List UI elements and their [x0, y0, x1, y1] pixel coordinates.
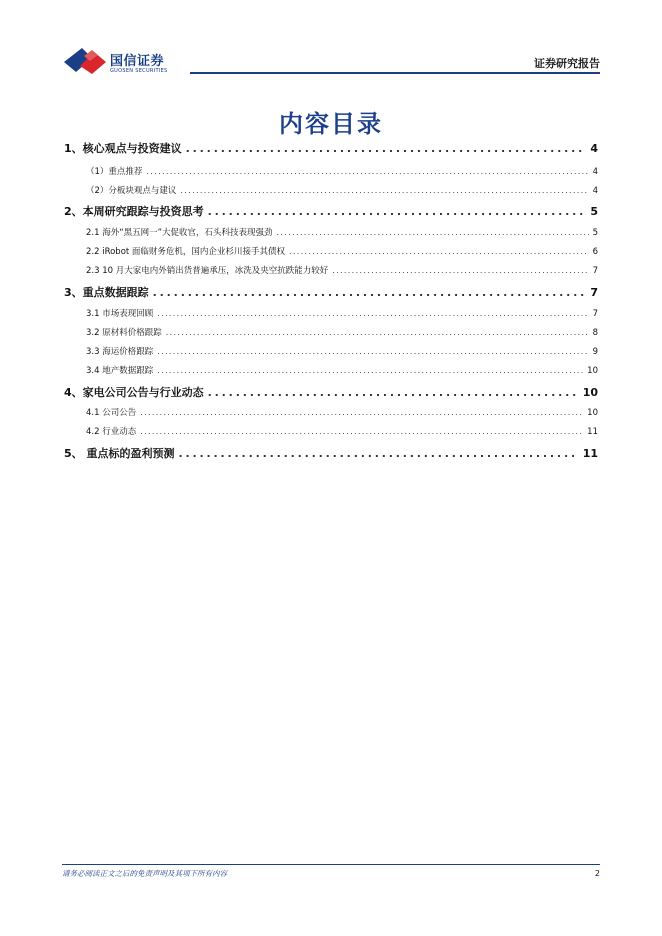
- toc-entry-label: 3.2 原材料价格跟踪: [86, 328, 162, 338]
- toc-entry-page: 8: [592, 328, 598, 338]
- toc-section-entry[interactable]: [64, 203, 598, 219]
- toc-entry-label: 5、 重点标的盈利预测: [64, 447, 175, 460]
- toc-subsection-entry[interactable]: [64, 425, 598, 437]
- toc-title: 内容目录: [279, 110, 383, 138]
- toc-entry-page: 5: [590, 205, 598, 218]
- toc-entry-page: 4: [592, 167, 598, 177]
- toc-entry-label: （1）重点推荐: [86, 167, 143, 177]
- toc-entry-label: 3、重点数据跟踪: [64, 286, 149, 299]
- footer-disclaimer: 请务必阅读正文之后的免责声明及其项下所有内容: [62, 869, 227, 878]
- toc-entry-page: 5: [592, 228, 598, 238]
- toc-entry-label: 2.2 iRobot 面临财务危机，国内企业杉川接手其债权: [86, 247, 285, 257]
- toc-entry-page: 7: [592, 309, 598, 319]
- toc-subsection-entry[interactable]: [64, 364, 598, 376]
- toc-entry-page: 4: [590, 142, 598, 155]
- guosen-logo-mark-icon: [62, 44, 108, 76]
- toc-section-entry[interactable]: [64, 284, 598, 300]
- brand-name-cn: 国信证券: [110, 54, 165, 69]
- toc-section-entry[interactable]: [64, 445, 598, 461]
- toc-entry-label: 4.2 行业动态: [86, 427, 137, 437]
- toc-entry-label: （2）分板块观点与建议: [86, 186, 177, 196]
- guosen-logo: [62, 44, 192, 76]
- toc-dot-leader: [208, 205, 587, 218]
- brand-name-en: GUOSEN SECURITIES: [110, 68, 168, 74]
- toc-dot-leader: [332, 266, 588, 275]
- toc-dot-leader: [157, 309, 588, 318]
- toc-entry-page: 11: [582, 447, 598, 460]
- toc-dot-leader: [166, 328, 589, 337]
- toc-dot-leader: [289, 247, 589, 256]
- toc-entry-label: 4、家电公司公告与行业动态: [64, 386, 204, 399]
- page-header: [0, 0, 662, 80]
- toc-entry-label: 2.1 海外“黑五网一”大促收官，石头科技表现强劲: [86, 228, 273, 238]
- toc-section-entry[interactable]: [64, 384, 598, 400]
- toc-entry-label: 4.1 公司公告: [86, 408, 137, 418]
- toc-dot-leader: [157, 366, 583, 375]
- toc-subsection-entry[interactable]: [64, 264, 598, 276]
- toc-dot-leader: [208, 386, 579, 399]
- toc-entry-label: 2、本周研究跟踪与投资思考: [64, 205, 204, 218]
- toc-dot-leader: [146, 167, 588, 176]
- toc-entry-label: 3.4 地产数据跟踪: [86, 366, 154, 376]
- toc-entry-page: 7: [590, 286, 598, 299]
- toc-dot-leader: [140, 427, 583, 436]
- toc-entry-page: 7: [592, 266, 598, 276]
- toc-dot-leader: [153, 286, 587, 299]
- toc-entry-label: 3.1 市场表现回顾: [86, 309, 154, 319]
- toc-subsection-entry[interactable]: [64, 184, 598, 196]
- toc-entry-page: 10: [587, 366, 598, 376]
- toc-dot-leader: [178, 447, 578, 460]
- toc-entry-page: 6: [592, 247, 598, 257]
- toc-subsection-entry[interactable]: [64, 345, 598, 357]
- toc-dot-leader: [140, 408, 583, 417]
- toc-subsection-entry[interactable]: [64, 226, 598, 238]
- toc-dot-leader: [157, 347, 588, 356]
- toc-subsection-entry[interactable]: [64, 406, 598, 418]
- toc-entry-page: 9: [592, 347, 598, 357]
- toc-subsection-entry[interactable]: [64, 326, 598, 338]
- toc-entry-page: 4: [592, 186, 598, 196]
- page-number: 2: [594, 869, 600, 878]
- toc-dot-leader: [186, 142, 587, 155]
- report-type-label: 证券研究报告: [534, 57, 600, 70]
- toc-subsection-entry[interactable]: [64, 307, 598, 319]
- toc-subsection-entry[interactable]: [64, 165, 598, 177]
- toc-section-entry[interactable]: [64, 140, 598, 156]
- footer-divider: [62, 864, 600, 865]
- toc-entry-label: 2.3 10 月大家电内外销出货普遍承压，冰洗及央空抗跌能力较好: [86, 266, 329, 276]
- toc-entry-page: 10: [582, 386, 598, 399]
- toc-entry-page: 11: [587, 427, 598, 437]
- toc-subsection-entry[interactable]: [64, 245, 598, 257]
- toc-entry-label: 3.3 海运价格跟踪: [86, 347, 154, 357]
- toc-entry-label: 1、核心观点与投资建议: [64, 142, 182, 155]
- toc-dot-leader: [277, 228, 589, 237]
- header-divider: [190, 72, 600, 74]
- toc-dot-leader: [180, 186, 588, 195]
- toc-entry-page: 10: [587, 408, 598, 418]
